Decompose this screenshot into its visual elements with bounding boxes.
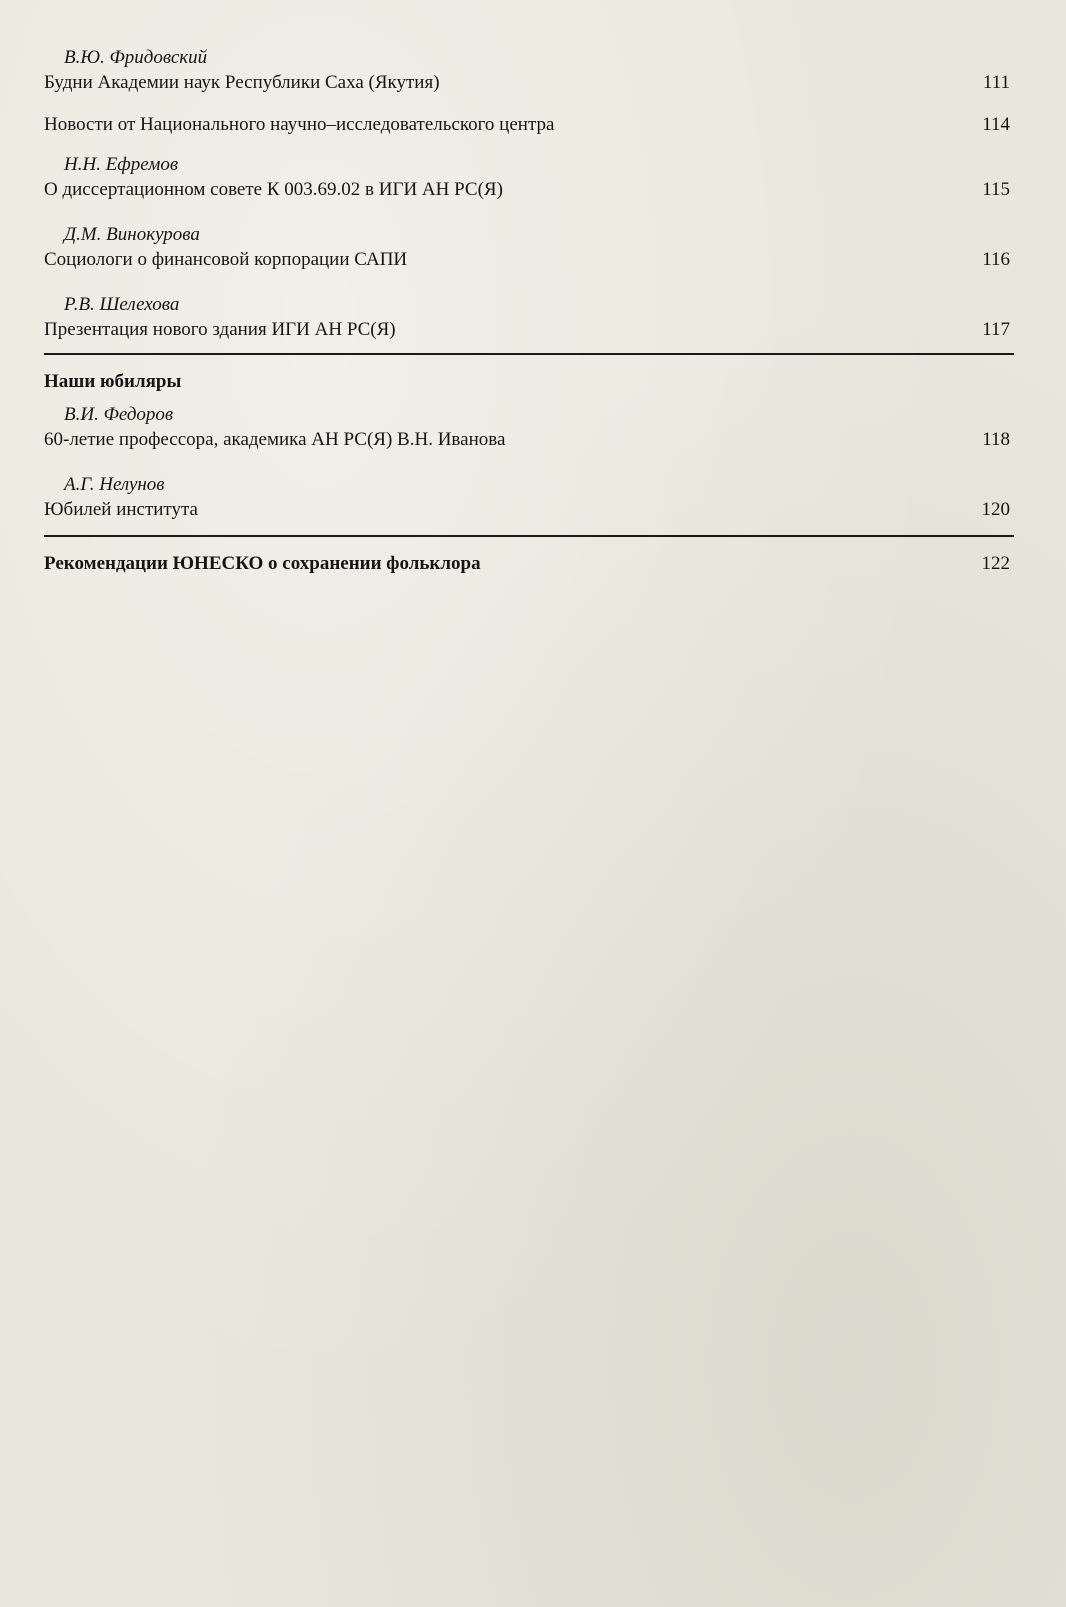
entry-page-number: 116 — [982, 249, 1010, 270]
table-of-contents — [44, 46, 1014, 577]
entry-title: Презентация нового здания ИГИ АН РС(Я) — [44, 319, 396, 340]
entry-title: Будни Академии наук Республики Саха (Якутия) — [44, 72, 440, 93]
entry-title-row — [44, 551, 1014, 577]
toc-entry — [44, 46, 1014, 104]
entry-title-row — [44, 177, 1014, 203]
toc-entry — [44, 219, 1014, 289]
entry-author: Р.В. Шелехова — [64, 294, 180, 315]
entry-title-row — [44, 497, 1014, 523]
entry-page-number: 117 — [982, 319, 1010, 340]
toc-entry — [44, 289, 1014, 353]
entry-page-number: 115 — [982, 179, 1010, 200]
entry-author: Н.Н. Ефремов — [64, 154, 179, 175]
toc-entry — [44, 537, 1014, 577]
entry-author: Д.М. Винокурова — [64, 224, 200, 245]
entry-title-row — [44, 70, 1014, 96]
entry-author: В.И. Федоров — [64, 404, 174, 425]
entry-title-row — [44, 427, 1014, 453]
entry-page-number: 118 — [982, 429, 1010, 450]
toc-entry — [44, 467, 1014, 535]
toc-entry — [44, 403, 1014, 467]
entry-title-row — [44, 317, 1014, 343]
entry-title: Рекомендации ЮНЕСКО о сохранении фольклора — [44, 553, 481, 574]
entry-title: 60-летие профессора, академика АН РС(Я) В.Н. Иванова — [44, 429, 506, 450]
entry-title: Социологи о финансовой корпорации САПИ — [44, 249, 408, 270]
entry-author: А.Г. Нелунов — [64, 474, 165, 495]
entry-title: О диссертационном совете К 003.69.02 в ИГИ АН РС(Я) — [44, 179, 503, 200]
toc-entry — [44, 104, 1014, 151]
entry-title: Юбилей института — [44, 499, 198, 520]
entry-title-row — [44, 247, 1014, 273]
entry-page-number: 114 — [982, 114, 1010, 135]
section-heading-row — [44, 355, 1014, 403]
entry-page-number: 120 — [981, 499, 1010, 520]
entry-page-number: 122 — [981, 553, 1010, 574]
entry-author: В.Ю. Фридовский — [64, 47, 208, 68]
toc-entry — [44, 151, 1014, 219]
entry-title: Новости от Национального научно–исследовательского центра — [44, 114, 555, 135]
entry-page-number: 111 — [982, 72, 1010, 93]
entry-title-row — [44, 112, 1014, 138]
section-heading: Наши юбиляры — [44, 371, 182, 392]
